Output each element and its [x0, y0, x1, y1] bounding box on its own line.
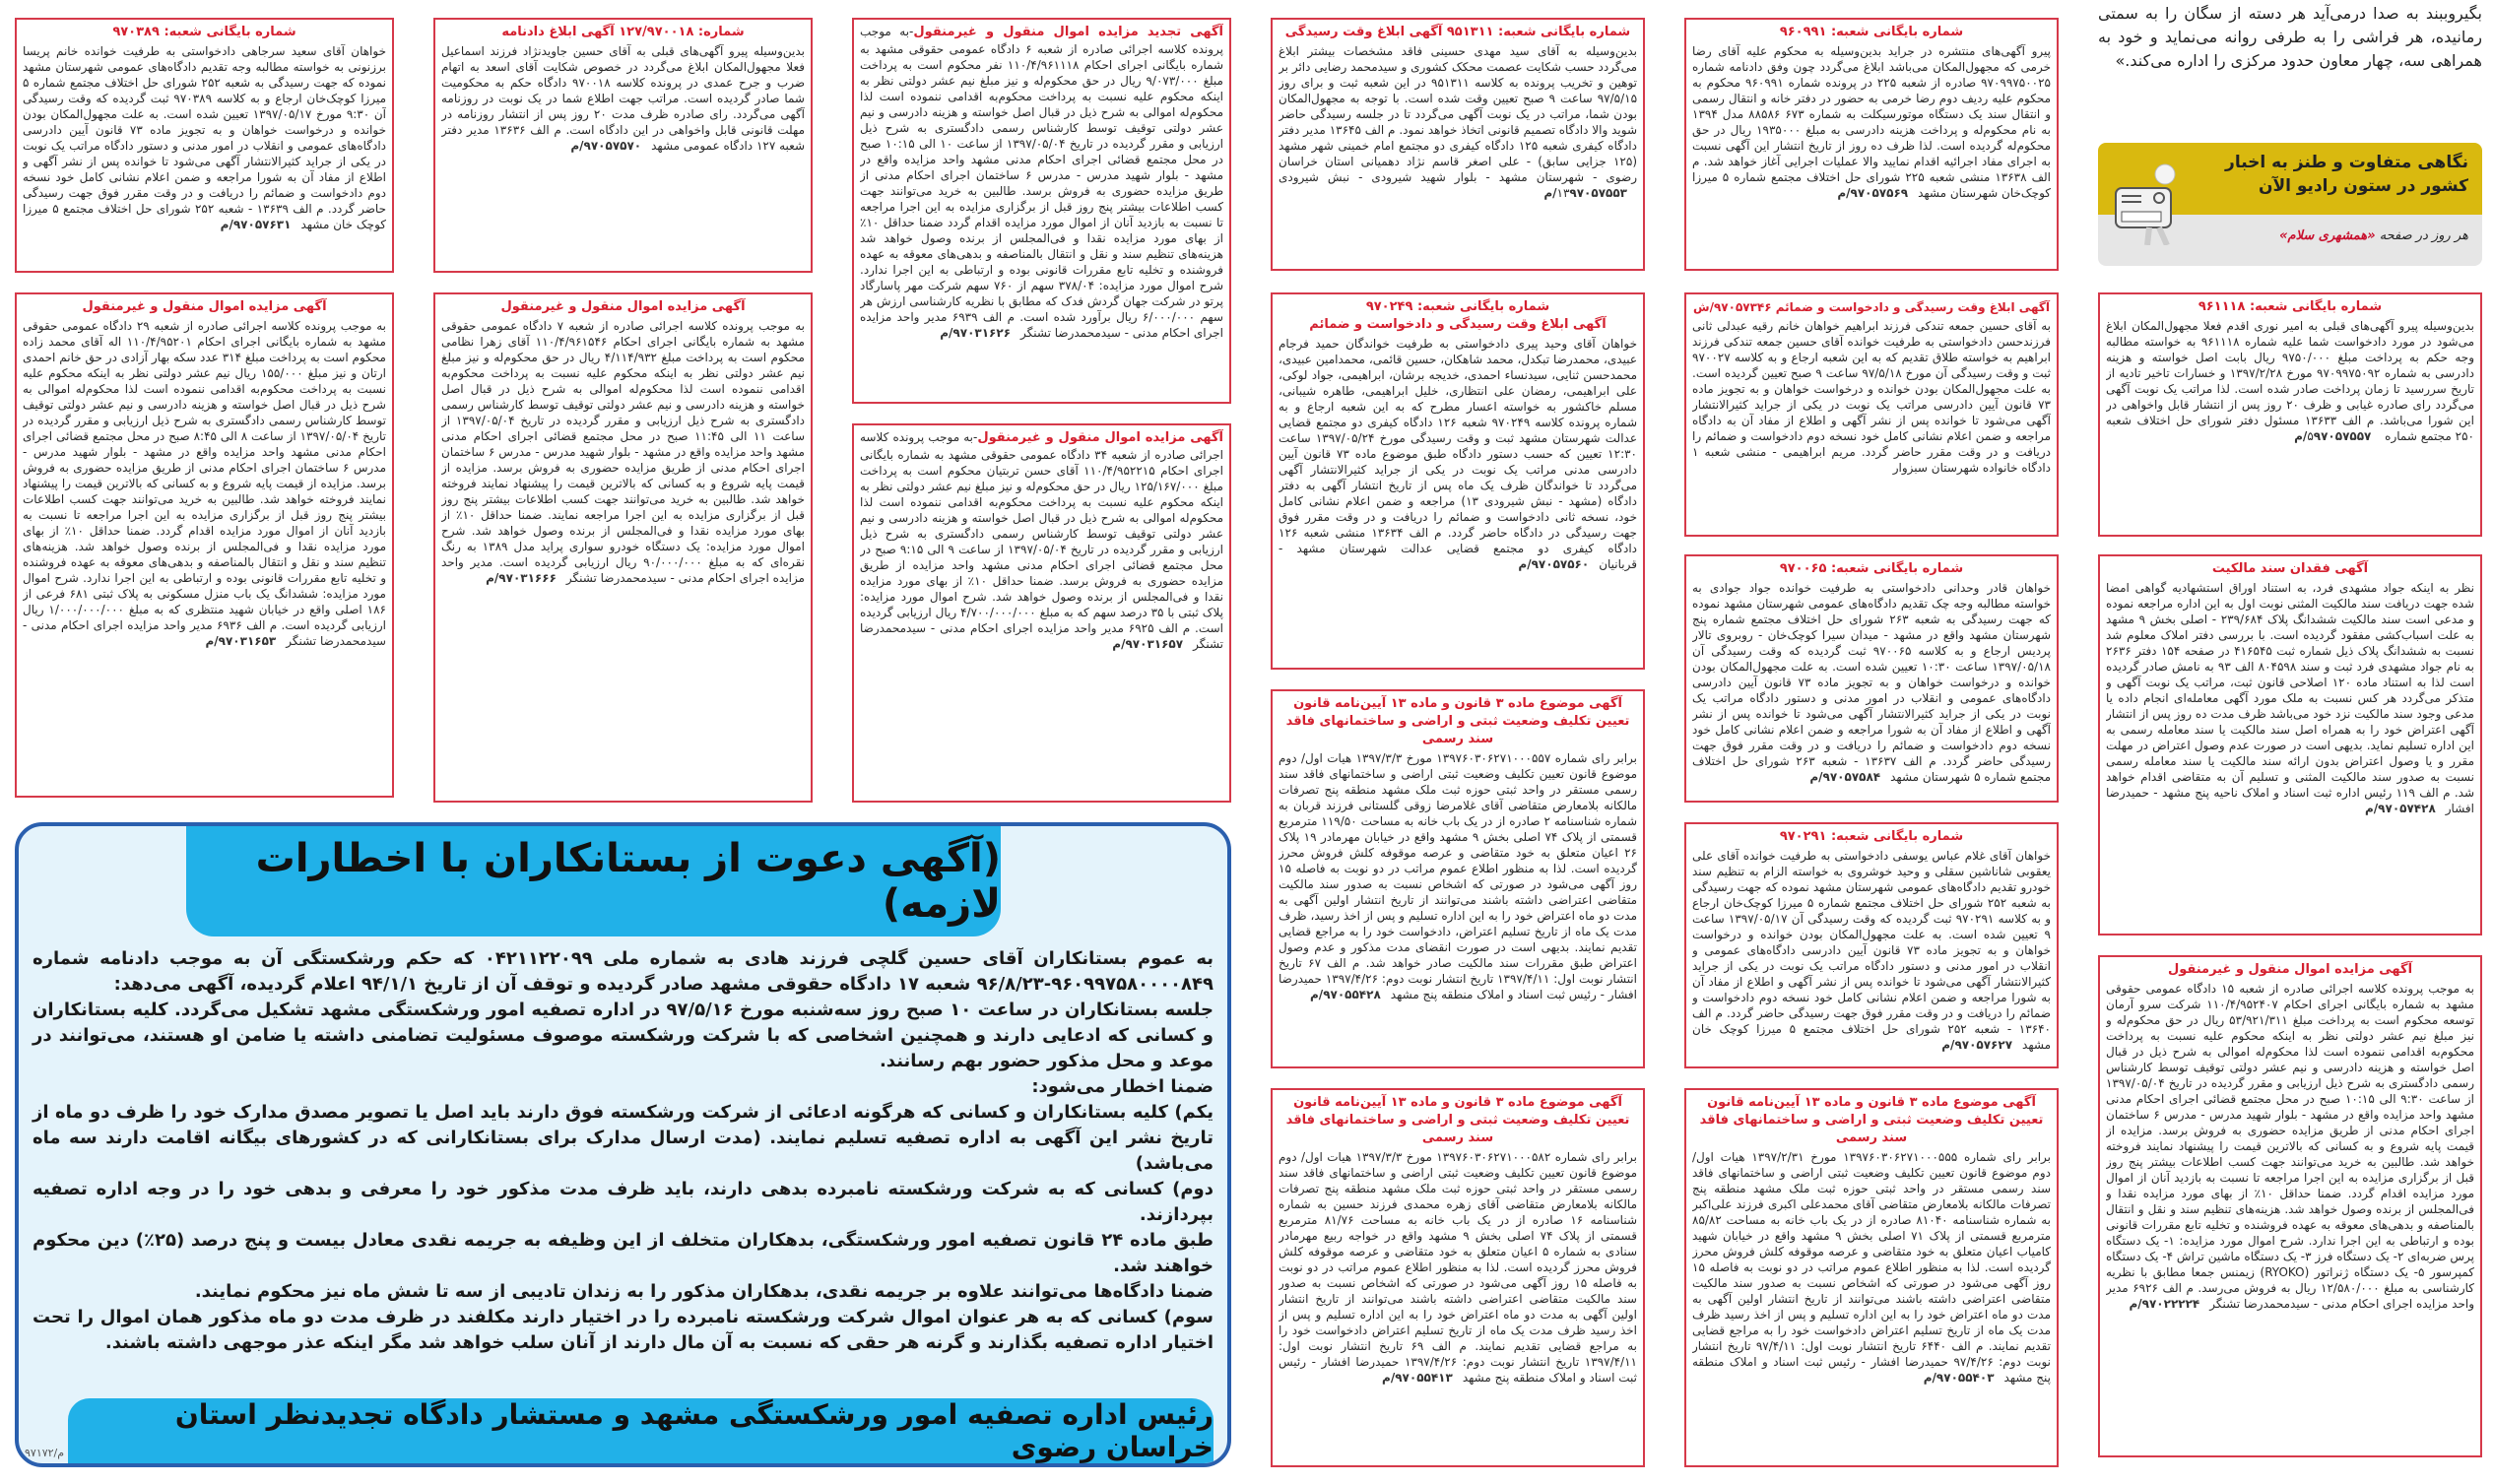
notice-title: آگهی مزایده اموال منقول و غیرمنقول — [82, 299, 327, 314]
notice-title: آگهی ابلاغ وقت رسیدگی و دادخواست و ضمائم ۹۷۰۵۷۳۴۶/ش — [1693, 300, 2050, 314]
legal-notice — [2098, 292, 2482, 537]
banner-headline: نگاهی متفاوت و طنز به اخبار کشور در ستون رادیو الآن — [2098, 143, 2482, 215]
notice-text — [1279, 43, 1637, 265]
legal-notice — [433, 18, 813, 273]
notice-title: شماره بایگانی شعبه: ۹۷۰۰۶۵ — [1779, 561, 1964, 576]
creditors-paragraph: ضمنا اخطار می‌شود: — [1031, 1076, 1214, 1097]
legal-notice — [2098, 554, 2482, 936]
notice-text — [441, 43, 805, 267]
notice-body: نظر به اینکه جواد مشهدی فرد، به استناد اوراق استشهادیه گواهی امضا شده جهت دریافت سند مالکیت المثنی نوبت اول به این اداره مراجعه نموده و مدعی است سند مالکیت ششدانگ پلاک ۲۳۹/۶۸۴ - اصلی بخش ۹ مشهد به علت اسباب‌کشی مفقود گردیده است. با بررسی دفتر املاک معلوم شد نسبت به ششدانگ پلاک ذیل شماره ثبت ۴۱۶۵۴۵ در صفحه ۱۵۴ دفتر ۲۶۳۶ به نام جواد مشهدی فرد ثبت و سند ۸۰۴۵۹۸ الف ۹۳ به نامش صادر گردیده است لذا به استناد ماده ۱۲۰ اصلاحی قانون ثبت، مراتب یک نوبت آگهی و متذکر می‌گردد هر کس نسبت به ملک مورد آگهی معامله‌ای انجام داده یا مدعی وجود سند مالکیت نزد خود می‌باشد ظرف مدت ده روز پس از انتشار آگهی اعتراض خود را به همراه اصل سند مالکیت یا سند معامله رسمی به این اداره تسلیم نماید. بدیهی است در صورت عدم وصول اعتراض در مهلت مقرر و یا وصول اعتراض بدون ارائه سند مالکیت یا سند معامله رسمی نسبت به صدور سند مالکیت المثنی و تسلیم آن به متقاضی اقدام خواهد شد. م الف ۱۱۹ رئیس اداره ثبت اسناد و املاک ناحیه پنج مشهد - حمیدرضا افشار — [2106, 581, 2474, 815]
notice-body: برابر رای شماره ۱۳۹۷۶۰۳۰۶۲۷۱۰۰۰۵۵۷ مورخ ۱۳۹۷/۳/۳ هیات اول/ دوم موضوع قانون تعیین تکلیف وضعیت ثبتی اراضی و ساختمانهای فاقد سند رسمی مستقر در واحد ثبتی حوزه ثبت ملک مشهد منطقه پنج تصرفات مالکانه بلامعارض متقاضی آقای غلامرضا زوقی گلستانی فرزند قربان به شماره شناسنامه ۲ صادره از در یک باب خانه به مساحت ۱۱۹/۵۰ مترمربع قسمتی از پلاک ۷۴ اصلی بخش ۹ مشهد واقع در خیابان مهرمادر ۱۹ پلاک ۲۶ اعیان متعلق به خود متقاضی و عرصه موقوفه کلش فروش محرز گردیده است. لذا به منظور اطلاع عموم مراتب در دو نوبت به فاصله ۱۵ روز آگهی می‌شود در صورتی که اشخاص نسبت به صدور سند مالکیت متقاضی اعتراضی داشته باشند می‌توانند از تاریخ انتشار اولین آگهی به مدت دو ماه اعتراض خود را به این اداره تسلیم و پس از اخذ رسید، ظرف مدت یک ماه از تاریخ تسلیم اعتراض، دادخواست خود را به مراجع قضایی تقدیم نمایند. بدیهی است در صورت انقضای مدت مذکور و عدم وصول اعتراض طبق مقررات سند مالکیت صادر خواهد شد. م الف ۶۷ تاریخ انتشار نوبت اول: ۱۳۹۷/۴/۱۱ تاریخ انتشار نوبت دوم: ۱۳۹۷/۴/۲۶ حمیدرضا افشار - رئیس ثبت اسناد و املاک منطقه پنج مشهد — [1279, 751, 1637, 1001]
notice-code: ۹۷۰۳۱۶۵۳/م — [205, 634, 277, 648]
notice-code: ۹۷۰۵۷۵۸۴/م — [1809, 770, 1881, 784]
legal-notice — [15, 18, 394, 273]
notice-text — [2106, 318, 2474, 531]
notice-text — [1279, 336, 1637, 664]
notice-title: آگهی مزایده اموال منقول و غیرمنقول — [2167, 962, 2413, 977]
creditors-notice-signature: رئیس اداره تصفیه امور ورشکستگی مشهد و مستشار دادگاه تجدیدنظر استان خراسان رضوی — [68, 1398, 1214, 1463]
creditors-paragraph: یکم) کلیه بستانکاران و کسانی که هرگونه ادعائی از شرکت ورشکسته فوق دارند باید اصل یا تصویر مصدق مدارک خود را ظرف دو ماه از تاریخ نشر این آگهی به اداره تصفیه تسلیم نمایند. (مدت ارسال مدارک برای بستانکارانی که در کشورهای بیگانه اقامت دارند سه ماه می‌باشد) — [33, 1102, 1214, 1174]
notice-title: آگهی موضوع ماده ۳ قانون و ماده ۱۳ آیین‌نامه قانون تعیین تکلیف وضعیت ثبتی و اراضی و ساختمانهای فاقد سند رسمی — [1285, 1095, 1630, 1145]
legal-notice — [2098, 955, 2482, 1457]
notice-text — [441, 318, 805, 797]
notice-title: آگهی مزایده اموال منقول و غیرمنقول — [500, 299, 746, 314]
notice-code: ۹۷۰۵۷۴۲۸/م — [2364, 802, 2436, 815]
legal-notice — [1684, 554, 2059, 803]
creditors-paragraph: جلسه بستانکاران در ساعت ۱۰ صبح روز سه‌شنبه مورخ ۹۷/۵/۱۶ در اداره تصفیه امور ورشکستگی مشهد تشکیل می‌گردد. کلیه بستانکاران و کسانی که ادعایی دارند و همچنین اشخاصی که با شرکت ورشکسته موصوف مسئولیت تضامنی داشته یا ضامن او هستند، می‌توانند در موعد و محل مذکور حضور بهم رسانند. — [33, 1000, 1214, 1071]
legal-notice — [433, 292, 813, 803]
notice-title: شماره بایگانی شعبه: ۹۵۱۳۱۱ آگهی ابلاغ وقت رسیدگی — [1284, 25, 1631, 39]
notice-code: ۹۷۰۵۷۶۳۱/م — [220, 218, 292, 231]
notice-text — [1692, 848, 2051, 1063]
notice-title: شماره: ۱۲۷/۹۷۰۰۱۸ آگهی ابلاغ دادنامه — [501, 25, 745, 39]
notice-body: بدین‌وسیله به آقای سید مهدی حسینی فاقد مشخصات بیشتر ابلاغ می‌گردد حسب شکایت عصمت محکک کشوری و سیدمحمد رضایی دائر بر توهین و تخریب پرونده به کلاسه ۹۵۱۳۱۱ در این شعبه ثبت و برای روز ۹۷/۵/۱۵ ساعت ۹ صبح تعیین وقت شده است. با توجه به مجهول‌المکان بودن شما، مراتب در یک نوبت آگهی می‌گردد تا در جلسه رسیدگی حاضر شوید والا دادگاه تصمیم قانونی اتخاذ خواهد نمود. م الف ۱۳۶۴۵ مدیر دفتر دادگاه کیفری شعبه ۱۲۵ دادگاه کیفری دو مجتمع امام خمینی شهر مشهد (۱۲۵ جزایی سابق) - علی اصغر قاسم نژاد دهمیانی استان خراسان رضوی - شهرستان مشهد - بلوار شهید شیرودی - نبش شیرودی ۱۳ — [1279, 44, 1637, 200]
notice-code: ۹۷۰۵۵۴۰۳/م — [1923, 1371, 1995, 1385]
legal-notice — [852, 18, 1231, 404]
creditors-notice — [15, 822, 1231, 1467]
creditors-notice-body — [19, 936, 1227, 1398]
legal-notice — [1271, 292, 1645, 670]
notice-text — [1692, 1149, 2051, 1461]
notice-body: بدین‌وسیله پیرو آگهی‌های قبلی به آقای حسین جاویدنژاد فرزند اسماعیل فعلا مجهول‌المکان ابلاغ می‌گردد در خصوص شکایت آقای اسعد به اتهام ضرب و جرح عمدی در پرونده کلاسه ۹۷۰۰۱۸ دادگاه حکم به محکومیت شما صادر گردیده است. مراتب جهت اطلاع شما در یک نوبت در روزنامه آگهی می‌گردد. رای صادره ظرف مدت ۲۰ روز پس از انتشار روزنامه در مهلت قانونی قابل واخواهی در این دادگاه است. م الف ۱۳۶۳۶ مدیر دفتر شعبه ۱۲۷ دادگاه عمومی مشهد — [441, 44, 805, 153]
legal-notice — [1684, 18, 2059, 271]
creditors-paragraph: ضمنا دادگاه‌ها می‌توانند علاوه بر جریمه نقدی، بدهکاران مذکور را به زندان تادیبی از سه تا شش ماه نیز محکوم نمایند. — [194, 1281, 1214, 1302]
creditors-paragraph: طبق ماده ۲۴ قانون تصفیه امور ورشکستگی، بدهکاران متخلف از این وظیفه به جریمه نقدی معادل بیست و پنج درصد (۲۵٪) دین محکوم خواهند شد. — [33, 1230, 1214, 1276]
notice-text — [2106, 580, 2474, 930]
legal-notice — [1271, 1088, 1645, 1467]
notice-text — [23, 43, 386, 267]
creditors-notice-title: (آگهی دعوت از بستانکاران با اخطارات لازمه) — [186, 826, 1001, 936]
notice-code: ۹۷۰۵۷۶۲۷/م — [1941, 1038, 2013, 1052]
notice-body: پیرو آگهی‌های منتشره در جراید بدین‌وسیله به محکوم علیه آقای رضا خرمی که مجهول‌المکان می‌باشد ابلاغ می‌گردد چون وفق دادنامه شماره ۹۷۰۹۹۷۵۰۰۲۵ صادره از شعبه ۲۲۵ در پرونده شماره ۹۶۰۹۹۱ محکوم به محکوم علیه ردیف دوم رضا خرمی به حضور در دفتر خانه و انتقال رسمی و انتقال سند یک دستگاه موتورسیکلت به شماره ۶۷۳ ۸۸۵۸۶ مدل ۱۳۹۴ به نام محکوم‌له و پرداخت هزینه دادرسی به مبلغ ۱۹۳۵۰۰۰ ریال در حق محکوم‌له گردیده است. لذا ظرف ده روز از تاریخ انتشار این آگهی نسبت به اجرای مفاد اجرائیه اقدام نمایید والا عملیات اجرایی آغاز خواهد شد. م الف ۱۳۶۳۸ منشی شعبه ۲۲۵ شورای حل اختلاف مجتمع شماره ۵ میرزا کوچک‌خان شهرستان مشهد — [1692, 44, 2051, 200]
notice-body: -به موجب پرونده کلاسه اجرائی صادره از شعبه ۳۴ دادگاه عمومی حقوقی مشهد به شماره بایگانی اجرای احکام ۱۱۰/۴/۹۵۲۲۱۵ آقای حسن تربتیان محکوم است به پرداخت مبلغ ۱۲۵/۱۶۷/۰۰۰ ریال در حق محکوم‌له و نیز مبلغ نیم عشر دولتی نظر به اینکه محکوم علیه نسبت به پرداخت محکوم‌به اقدامی ننموده است لذا محکوم‌له اموالی به شرح ذیل در قبال اصل خواسته و هزینه دادرسی و نیم عشر دولتی توقیف توسط کارشناس رسمی دادگستری به شرح ذیل ارزیابی و مقرر گردیده در تاریخ ۱۳۹۷/۰۵/۰۴ از ساعت ۹ الی ۹:۱۵ صبح در محل مجتمع قضائی اجرای احکام مدنی مشهد واحد مزایده از طریق مزایده حضوری به فروش برسد. ضمنا حداقل ۱۰٪ از بهای مورد مزایده نقدا و فی‌المجلس از برنده وصول خواهد شد. شرح اموال مورد مزایده: پلاک ثبتی با ۳۵ درصد سهم که به مبلغ ۴/۷۰۰/۰۰۰/۰۰۰ ریال ارزیابی گردیده است. م الف ۶۹۲۵ مدیر واحد مزایده اجرای احکام مدنی - سیدمحمدرضا تشنگر — [860, 430, 1223, 651]
notice-body: خواهان قادر وحدانی دادخواستی به طرفیت خوانده جواد جوادی به خواسته مطالبه وجه چک تقدیم دادگاه‌های عمومی شهرستان مشهد نموده که جهت رسیدگی به شعبه ۲۶۳ شورای حل اختلاف مجتمع شماره پنج شهرستان مشهد واقع در مشهد - میدان سیرا کوچک‌خان - روبروی تالار پردیس ارجاع و به کلاسه ۹۷۰۰۶۵ ثبت گردیده که وقت رسیدگی آن ۱۳۹۷/۰۵/۱۸ ساعت ۱۰:۳۰ تعیین شده است. به علت مجهول‌المکان بودن خوانده و درخواست خواهان و به تجویز ماده ۷۳ قانون آیین دادرسی دادگاه‌های عمومی و انقلاب در امور مدنی و دستور دادگاه مراتب یک نوبت در یکی از جراید کثیرالانتشار آگهی می‌شود تا خوانده پس از نشر آگهی و اطلاع از مفاد آن به شورا مراجعه و ضمن اعلام نشانی کامل خود نسخه دوم دادخواست و ضمائم را دریافت و در وقت مقرر فوق جهت رسیدگی حاضر گردد. م الف ۱۳۶۳۷ - شعبه ۲۶۳ شورای حل اختلاف مجتمع شماره ۵ شهرستان مشهد — [1692, 581, 2051, 784]
legal-notice — [1684, 1088, 2059, 1467]
notice-title: آگهی فقدان سند مالکیت — [2211, 561, 2369, 576]
legal-notice — [1684, 822, 2059, 1068]
notice-body: برابر رای شماره ۱۳۹۷۶۰۳۰۶۲۷۱۰۰۰۵۵۵ مورخ ۱۳۹۷/۲/۳۱ هیات اول/ دوم موضوع قانون تعیین تکلیف وضعیت ثبتی اراضی و ساختمانهای فاقد سند رسمی مستقر در واحد ثبتی حوزه ثبت ملک مشهد منطقه پنج تصرفات مالکانه بلامعارض متقاضی آقای محمدعلی اکبری فرزند علی‌اکبر به شماره شناسنامه ۸۱۰۴۰ صادره از در یک باب خانه به مساحت ۸۵/۸۲ مترمربع قسمتی از پلاک ۷۱ اصلی بخش ۹ مشهد واقع در خیابان شهید کامیاب اعیان متعلق به خود متقاضی و عرصه موقوفه کلش فروش محرز گردیده است. لذا به منظور اطلاع عموم مراتب در دو نوبت به فاصله ۱۵ روز آگهی می‌شود در صورتی که اشخاص نسبت به صدور سند مالکیت متقاضی اعتراضی داشته باشند می‌توانند از تاریخ انتشار اولین آگهی به مدت دو ماه اعتراض خود را به این اداره تسلیم و پس از اخذ رسید ظرف مدت یک ماه از تاریخ تسلیم اعتراض دادخواست خود را به مراجع قضایی تقدیم نمایند. م الف ۶۴۴۰ تاریخ انتشار نوبت اول: ۹۷/۴/۱۱ تاریخ انتشار نوبت دوم: ۹۷/۴/۲۶ حمیدرضا افشار - رئیس ثبت اسناد و املاک منطقه پنج مشهد — [1692, 1150, 2051, 1385]
creditors-paragraph: به عموم بستانکاران آقای حسین گلچی فرزند هادی به شماره ملی ۰۴۲۱۱۲۲۰۹۹ که حکم ورشکستگی آن به موجب دادنامه شماره ۹۶۰۹۹۷۵۸۰۰۰۰۸۴۹-۹۶/۸/۲۳ شعبه ۱۷ دادگاه حقوقی مشهد صادر گردیده و توقف آن از تاریخ ۹۴/۱/۱ اعلام گردیده، آگهی می‌دهد: — [33, 948, 1214, 995]
radio-column-banner[interactable] — [2098, 143, 2482, 266]
notice-body: به موجب پرونده کلاسه اجرائی صادره از شعبه ۱۵ دادگاه عمومی حقوقی مشهد به شماره بایگانی اجرای احکام ۱۱۰/۴/۹۵۲۴۰۷ شرکت سرو آرمان توسعه محکوم است به پرداخت مبلغ ۵۳/۹۲۱/۳۱۱ ریال در حق محکوم‌له و نیز مبلغ نیم عشر دولتی نظر به اینکه محکوم علیه نسبت به پرداخت محکوم‌به اقدامی ننموده است لذا محکوم‌له اموالی به شرح ذیل در قبال اصل خواسته و هزینه دادرسی و نیم عشر دولتی توقیف توسط کارشناس رسمی دادگستری به شرح ذیل ارزیابی و مقرر گردیده در تاریخ ۱۳۹۷/۰۵/۰۴ از ساعت ۹:۳۰ الی ۱۰:۱۵ صبح در محل مجتمع قضائی اجرای احکام مدنی مشهد واحد مزایده واقع در مشهد - بلوار شهید مدرس - مدرس ۶ ساختمان اجرای احکام مدنی از طریق مزایده حضوری به فروش برسد. مزایده از قیمت پایه شروع و به کسانی که بالاترین قیمت را پیشنهاد نمایند فروخته خواهد شد. طالبین به خرید می‌توانند جهت کسب اطلاعات بیشتر پنج روز قبل از برگزاری مزایده به این اجرا مراجعه تا نسبت به بازدید آنان از اموال مورد مزایده اقدام گردد. ضمنا حداقل ۱۰٪ از بهای مورد مزایده نقدا و فی‌المجلس از برنده وصول خواهد شد. هزینه‌های تنظیم سند و نقل و انتقال بالمناصفه و بدهی‌های معوقه به عهده فروشنده و تخلیه تابع مقررات قانونی بوده و ارتباطی به این اجرا ندارد. شرح اموال مورد مزایده: ۱- یک دستگاه پرس ضربه‌ای ۲- یک دستگاه فرز ۳- یک دستگاه ماشین تراش ۴- یک دستگاه کمپرسور ۵- یک دستگاه ژنراتور (RYOKO) زیمنس جمعا مطابق با نظریه کارشناسی به مبلغ ۱۲/۵۸۰/۰۰۰ ریال به فروش می‌رسد. م الف ۶۹۲۶ مدیر واحد مزایده اجرای احکام مدنی - سیدمحمدرضا تشنگر — [2106, 982, 2474, 1311]
creditors-notice-code: ۹۷۱۷۲/م — [25, 1447, 65, 1459]
notice-title: شماره بایگانی شعبه: ۹۷۰۳۸۹ — [112, 25, 296, 39]
notice-text — [1279, 750, 1637, 1063]
notice-code: ۹۷۰۵۷۵۶۰/م — [1518, 557, 1590, 571]
legal-notice — [1271, 18, 1645, 271]
notice-text — [23, 318, 386, 792]
notice-code: ۹۷۰۵۷۵۶۹/م — [1837, 186, 1909, 200]
notice-title: شماره بایگانی شعبه: ۹۶۰۹۹۱ — [1779, 25, 1964, 39]
notice-code: ۹۷۰۵۷۵۷۰/م — [570, 139, 642, 153]
notice-code: ۹۷۰۲۲۲۲۴/م — [2129, 1297, 2200, 1311]
notice-body: به موجب پرونده کلاسه اجرائی صادره از شعبه ۲۹ دادگاه عمومی حقوقی مشهد به شماره بایگانی اجرای احکام ۱۱۰/۴/۹۵۲۰۱ اله آقای محمد زاده محکوم است به پرداخت مبلغ ۳۱۴ عدد سکه بهار آزادی در حق خانم احمدی ارتان و نیز مبلغ ۱۵۵/۰۰۰ ریال نیم عشر دولتی نظر به اینکه محکوم علیه نسبت به پرداخت محکوم‌به اقدامی ننموده است لذا محکوم‌له اموالی به شرح ذیل در قبال اصل خواسته و هزینه دادرسی و نیم عشر دولتی توقیف توسط کارشناس رسمی دادگستری به شرح ذیل ارزیابی و مقرر گردیده در تاریخ ۱۳۹۷/۰۵/۰۴ از ساعت ۸ الی ۸:۴۵ صبح در محل مجتمع قضائی اجرای احکام مدنی مشهد واحد مزایده واقع در مشهد - بلوار شهید مدرس - مدرس ۶ ساختمان اجرای احکام مدنی از طریق مزایده حضوری به فروش برسد. مزایده از قیمت پایه شروع و به کسانی که بالاترین قیمت را پیشنهاد نمایند فروخته خواهد شد. طالبین به خرید می‌توانند جهت کسب اطلاعات بیشتر پنج روز قبل از برگزاری مزایده به این اجرا مراجعه تا نسبت به بازدید آنان از اموال مورد مزایده اقدام گردد. ضمنا حداقل ۱۰٪ از بهای مورد مزایده نقدا و فی‌المجلس از برنده وصول خواهد شد. هزینه‌های تنظیم سند و نقل و انتقال بالمناصفه و بدهی‌های معوقه به عهده فروشنده و تخلیه تابع مقررات قانونی بوده و ارتباطی به این اجرا ندارد. شرح اموال مورد مزایده: ششدانگ یک باب منزل مسکونی به پلاک ثبتی ۶۸۱ فرعی از ۱۸۶ اصلی واقع در خیابان شهید منتظری که به مبلغ ۱/۰۰۰/۰۰۰/۰۰۰ ریال ارزیابی گردیده است. م الف ۶۹۳۶ مدیر واحد مزایده اجرای احکام مدنی - سیدمحمدرضا تشنگر — [23, 319, 386, 648]
notice-code: ۹۷۰۳۱۶۵۷/م — [1112, 637, 1184, 651]
notice-body: برابر رای شماره ۱۳۹۷۶۰۳۰۶۲۷۱۰۰۰۵۸۲ مورخ ۱۳۹۷/۳/۳ هیات اول/ دوم موضوع قانون تعیین تکلیف وضعیت ثبتی اراضی و ساختمانهای فاقد سند رسمی مستقر در واحد ثبتی حوزه ثبت ملک مشهد منطقه پنج تصرفات مالکانه بلامعارض متقاضی آقای زهره محمدی فرزند حسین به شماره شناسنامه ۱۶ صادره از در یک باب خانه به مساحت ۸۱/۷۶ مترمربع قسمتی از پلاک ۷۴ اصلی بخش ۹ مشهد واقع در خواجه ربیع مهرمادر سنادی به شماره ۵ اعیان متعلق به خود متقاضی و عرصه موقوفه کلش فروش محرز گردیده است. لذا به منظور اطلاع عموم مراتب در دو نوبت به فاصله ۱۵ روز آگهی می‌شود در صورتی که اشخاص نسبت به صدور سند مالکیت متقاضی اعتراضی داشته باشند می‌توانند از تاریخ انتشار اولین آگهی به مدت دو ماه اعتراض خود را به این اداره تسلیم و پس از اخذ رسید ظرف مدت یک ماه از تاریخ تسلیم اعتراض دادخواست خود را به مراجع قضایی تقدیم نمایند. م الف ۶۹ تاریخ انتشار نوبت اول: ۱۳۹۷/۴/۱۱ تاریخ انتشار نوبت دوم: ۱۳۹۷/۴/۲۶ حمیدرضا افشار - رئیس ثبت اسناد و املاک منطقه پنج مشهد — [1279, 1150, 1637, 1385]
notice-title: آگهی موضوع ماده ۳ قانون و ماده ۱۳ آیین‌نامه قانون تعیین تکلیف وضعیت ثبتی و اراضی و ساختمانهای فاقد سند رسمی — [1699, 1095, 2044, 1145]
creditors-paragraph: سوم) کسانی که به هر عنوان اموال شرکت ورشکسته نامبرده را در اختیار دارند مکلفند در ظرف مدت دو ماه مذکور همان اموال را تحت اختیار اداره تصفیه بگذارند و گرنه هر حقی که نسبت به آن مال دارند از آنان سلب خواهد شد مگر اینکه عذر موجهی داشته باشند. — [33, 1307, 1214, 1353]
notice-text — [1692, 43, 2051, 265]
notice-code: ۹۷۰۵۷۵۵۷/م — [2294, 429, 2372, 443]
notice-body: -به موجب پرونده کلاسه اجرائی صادره از شعبه ۶ دادگاه عمومی حقوقی مشهد به شماره بایگانی اجرای احکام ۱۱۰/۴/۹۶۱۱۱۸ نفر محکوم است به پرداخت مبلغ ۹/۰۷۳/۰۰۰ ریال در حق محکوم‌له و نیز مبلغ نیم عشر دولتی نظر به اینکه محکوم علیه نسبت به پرداخت محکوم‌به اقدامی ننموده است لذا محکوم‌له اموالی به شرح ذیل در قبال اصل خواسته و هزینه دادرسی و نیم عشر دولتی توقیف توسط کارشناس رسمی دادگستری به شرح ذیل ارزیابی و مقرر گردیده در تاریخ ۱۳۹۷/۰۵/۰۴ از ساعت ۱۰ الی ۱۰:۱۵ صبح در محل مجتمع قضائی اجرای احکام مدنی مشهد واحد مزایده واقع در مشهد - بلوار شهید مدرس - مدرس ۶ ساختمان اجرای احکام مدنی از طریق مزایده حضوری به فروش برسد. طالبین به خرید می‌توانند جهت کسب اطلاعات بیشتر پنج روز قبل از برگزاری مزایده به این اجرا مراجعه تا نسبت به بازدید آنان از اموال مورد مزایده اقدام گردد ضمنا حداقل ۱۰٪ از بهای مورد مزایده نقدا و فی‌المجلس از برنده وصول خواهد شد هزینه‌های تنظیم سند و نقل و انتقال بالمناصفه و بدهی‌های معوقه به عهده فروشنده و تخلیه تابع مقررات قانونی بوده و ارتباطی به این اجرا ندارد. شرح اموال مورد مزایده: ۳۷۸/۰۴ سهم از ۷۶۰ سهم شرکت مهر پاسارگاد پرتو در شرکت جهان گردش فدک که مطابق با نظریه کارشناسی ارزش هر سهم ۶/۰۰۰/۰۰۰ ریال برآورد شده است. م الف ۶۹۳۹ مدیر واحد مزایده اجرای احکام مدنی - سیدمحمدرضا تشنگر — [860, 25, 1223, 340]
notice-text — [860, 429, 1223, 797]
legal-notice — [852, 423, 1231, 803]
notice-title: شماره بایگانی شعبه: ۹۷۰۲۹۱ — [1779, 829, 1964, 844]
notice-text — [1279, 1149, 1637, 1461]
notice-title: شماره بایگانی شعبه: ۹۷۰۲۴۹ آگهی ابلاغ وقت رسیدگی و دادخواست و ضمائم — [1309, 299, 1607, 332]
notice-body: خواهان آقای غلام عباس یوسفی دادخواستی به طرفیت خوانده آقای علی یعقوبی شاناشین سقلی و وحید خوشروی به خواسته الزام به تنظیم سند خودرو تقدیم دادگاه‌های عمومی شهرستان مشهد نموده که جهت رسیدگی به شعبه ۲۵۲ شورای حل اختلاف مجتمع شماره ۵ میرزا کوچک‌خان ارجاع و به کلاسه ۹۷۰۲۹۱ ثبت گردیده که وقت رسیدگی آن ۱۳۹۷/۰۵/۱۷ ساعت ۹ تعیین شده است. به علت مجهول‌المکان بودن خوانده و درخواست خواهان و به تجویز ماده ۷۳ قانون آیین دادرسی دادگاه‌های عمومی و انقلاب در امور مدنی و دستور دادگاه مراتب یک نوبت در یکی از جراید کثیرالانتشار آگهی می‌شود تا خوانده پس از نشر آگهی و اطلاع از مفاد آن به شورا مراجعه و ضمن اعلام نشانی کامل خود نسخه دوم دادخواست و ضمائم را دریافت و در وقت مقرر فوق جهت رسیدگی حاضر گردد. م الف ۱۳۶۴۰ - شعبه ۲۵۲ شورای حل اختلاف مجتمع ۵ میرزا کوچک خان مشهد — [1692, 849, 2051, 1052]
notice-text — [860, 24, 1223, 398]
notice-title: آگهی مزایده اموال منقول و غیرمنقول — [977, 430, 1223, 445]
intro-text: بگیروببند به صدا درمی‌آید هر دسته از سگان را به سمتی رمانیده، هر فراشی را به طرفی روانه می‌نماید و خود به همراهی سه، چهار معاون حدود مرکزی را اداره می‌کند.» — [2098, 4, 2482, 70]
notice-body: بدین‌وسیله پیرو آگهی‌های قبلی به امیر نوری اقدم فعلا مجهول‌المکان ابلاغ می‌شود در مورد دادخواست شما علیه شماره ۹۶۱۱۱۸ به خواسته مطالبه وجه حکم به پرداخت مبلغ ۹۷۵۰/۰۰۰ ریال بابت اصل خواسته و هزینه دادرسی به شماره ۹۷۰۹۹۷۵۰۹۲ مورخ ۱۳۹۷/۲/۲۸ و خسارات تاخیر تادیه از تاریخ سررسید تا زمان پرداخت صادر شده است. لذا مراتب یک نوبت آگهی می‌گردد رای صادره غیابی و ظرف ۲۰ روز پس از انتشار قابل واخواهی در این شورا می‌باشد. م الف ۱۳۶۳۳ مسئول دفتر شورای حل اختلاف شعبه ۲۵۰ مجتمع شماره ۵ — [2106, 319, 2474, 443]
notice-title: آگهی تجدید مزایده اموال منقول و غیرمنقول — [913, 25, 1223, 39]
notice-code: ۹۷۰۵۵۴۱۳/م — [1382, 1371, 1453, 1385]
notice-text — [1692, 318, 2051, 531]
notice-body: به آقای حسین جمعه تندکی فرزند ابراهیم خواهان خانم رقیه عبدلی ثانی فرزندحسن دادخواستی به طرفیت خوانده آقای حسین جمعه تندکی فرزند ابراهیم به خواسته طلاق تقدیم که به این شعبه ارجاع و به کلاسه ۹۷۰۰۲۷ ثبت و وقت رسیدگی آن مورخ ۹۷/۵/۱۸ ساعت ۹ صبح تعیین گردیده است. به علت مجهول‌المکان بودن خوانده و درخواست خواهان و به تجویز ماده ۷۳ قانون آیین دادرسی مراتب یک نوبت در یکی از جراید کثیرالانتشار آگهی می‌شود تا خوانده پس از نشر آگهی و اطلاع از مفاد آن به دادگاه مراجعه و ضمن اعلام نشانی کامل خود نسخه دوم دادخواست و ضمائم را دریافت و در وقت مقرر حاضر گردد. مریم ابراهیمی - منشی شعبه ۱ دادگاه خانواده شهرستان سبزوار — [1692, 319, 2051, 475]
notice-body: خواهان آقای سعید سرجاهی دادخواستی به طرفیت خوانده خانم پریسا برزنونی به خواسته مطالبه وجه تقدیم دادگاه‌های عمومی شهرستان مشهد نموده که جهت رسیدگی به شعبه ۲۵۲ شورای حل اختلاف مجتمع شماره ۵ میرزا کوچک‌خان ارجاع و به کلاسه ۹۷۰۳۸۹ ثبت گردیده که وقت رسیدگی آن ۹:۳۰ مورخ ۱۳۹۷/۰۵/۱۷ تعیین شده است. به علت مجهول‌المکان بودن خوانده و درخواست خواهان و به تجویز ماده ۷۳ قانون آیین دادرسی دادگاه‌های عمومی و انقلاب در امور مدنی و دستور دادگاه مراتب یک نوبت در یکی از جراید کثیرالانتشار آگهی می‌شود تا خوانده پس از نشر آگهی و اطلاع از مفاد آن به شورا مراجعه و ضمن اعلام نشانی کامل خود نسخه دوم دادخواست و ضمائم را دریافت و در وقت مقرر فوق جهت رسیدگی حاضر گردد. م الف ۱۳۶۳۹ - شعبه ۲۵۲ شورای حل اختلاف مجتمع ۵ میرزا کوچک خان مشهد — [23, 44, 386, 231]
legal-notice — [1271, 689, 1645, 1068]
notice-code: ۹۷۰۵۷۵۵۳/م — [1543, 186, 1627, 200]
notice-title: شماره بایگانی شعبه: ۹۶۱۱۱۸ — [2198, 299, 2383, 314]
banner-tagline-page: «همشهری سلام» — [2279, 228, 2376, 243]
notice-code: ۹۷۰۳۱۶۶۶/م — [486, 571, 557, 585]
notice-code: ۹۷۰۳۱۶۲۶/م — [940, 326, 1012, 340]
legal-notice — [1684, 292, 2059, 537]
notice-body: خواهان آقای وحید پیری دادخواستی به طرفیت خواندگان حمید فرجام عبیدی، محمدرضا تبکدل، محمد شاهکان، حسین قائمی، محمدامین عبیدی، محمدحسن ثنایی، سیدنساء احمدی، خدیجه برشان، ابراهیمی، جواد لوکی، علی ابراهیمی، رمضان علی انتظاری، خلیل ابراهیمی، طاهره شیبانی، مسلم خاکشور به خواسته اعسار مطرح که به این شعبه ارجاع و به شماره پرونده کلاسه ۹۷۰۲۴۹ شعبه ۱۲۶ دادگاه کیفری دو مجتمع قضایی عدالت شهرستان مشهد ثبت و وقت رسیدگی مورخ ۱۳۹۷/۰۵/۲۴ ساعت ۱۲:۳۰ تعیین که حسب دستور دادگاه طبق موضوع ماده ۷۳ قانون آیین دادرسی مدنی مراتب یک نوبت در یکی از جراید کثیرالانتشار آگهی می‌گردد تا خواندگان ظرف یک ماه پس از تاریخ انتشار آگهی به دفتر دادگاه (مشهد - نبش شیرودی ۱۳) مراجعه و ضمن اعلام نشانی کامل خود، نسخه ثانی دادخواست و ضمائم را دریافت و در وقت مقرر فوق جهت رسیدگی در دادگاه حاضر گردد. م الف ۱۳۶۳۴ منشی شعبه ۱۲۶ دادگاه کیفری دو مجتمع قضایی عدالت شهرستان مشهد - قربانیان — [1279, 337, 1637, 571]
creditors-notice-footer — [19, 1398, 1227, 1463]
notice-body: به موجب پرونده کلاسه اجرائی صادره از شعبه ۷ دادگاه عمومی حقوقی مشهد به شماره بایگانی اجرای احکام ۱۱۰/۴/۹۶۱۵۴۶ آقای زهرا نظامی محکوم است به پرداخت مبلغ ۴/۱۱۴/۹۳۲ ریال در حق محکوم‌له و نیز مبلغ نیم عشر دولتی نظر به اینکه محکوم علیه نسبت به پرداخت محکوم‌به اقدامی ننموده است لذا محکوم‌له اموالی به شرح ذیل در قبال اصل خواسته و هزینه دادرسی و نیم عشر دولتی توقیف توسط کارشناس رسمی دادگستری به شرح ذیل ارزیابی و مقرر گردیده در تاریخ ۱۳۹۷/۰۵/۰۴ از ساعت ۱۱ الی ۱۱:۴۵ صبح در محل مجتمع قضائی اجرای احکام مدنی مشهد واحد مزایده واقع در مشهد - بلوار شهید مدرس - مدرس ۶ ساختمان اجرای احکام مدنی از طریق مزایده حضوری به فروش برسد. مزایده از قیمت پایه شروع و به کسانی که بالاترین قیمت را پیشنهاد نمایند فروخته خواهد شد. طالبین به خرید می‌توانند جهت کسب اطلاعات بیشتر پنج روز قبل از برگزاری مزایده به این اجرا مراجعه نمایند. ضمنا حداقل ۱۰٪ از بهای مورد مزایده نقدا و فی‌المجلس از برنده وصول خواهد شد. شرح اموال مورد مزایده: یک دستگاه خودرو سواری پراید مدل ۱۳۸۹ به رنگ نقره‌ای که به مبلغ ۹۰/۰۰۰/۰۰۰ ریال ارزیابی گردیده است. مدیر واحد مزایده اجرای احکام مدنی - سیدمحمدرضا تشنگر — [441, 319, 805, 585]
radio-figure-icon — [2110, 161, 2187, 245]
notice-text — [2106, 981, 2474, 1452]
creditors-paragraph: دوم) کسانی که به شرکت ورشکسته نامبرده بدهی دارند، باید ظرف مدت مذکور خود را معرفی و بدهی خود را در وجه اداره تصفیه بپردازند. — [33, 1179, 1214, 1225]
notice-code: ۹۷۰۵۵۴۲۸/م — [1310, 988, 1381, 1001]
banner-tagline-prefix: هر روز در صفحه — [2379, 228, 2468, 243]
notice-text — [1692, 580, 2051, 797]
notice-title: آگهی موضوع ماده ۳ قانون و ماده ۱۳ آیین‌نامه قانون تعیین تکلیف وضعیت ثبتی و اراضی و ساختمانهای فاقد سند رسمی — [1285, 696, 1630, 746]
legal-notice — [15, 292, 394, 798]
